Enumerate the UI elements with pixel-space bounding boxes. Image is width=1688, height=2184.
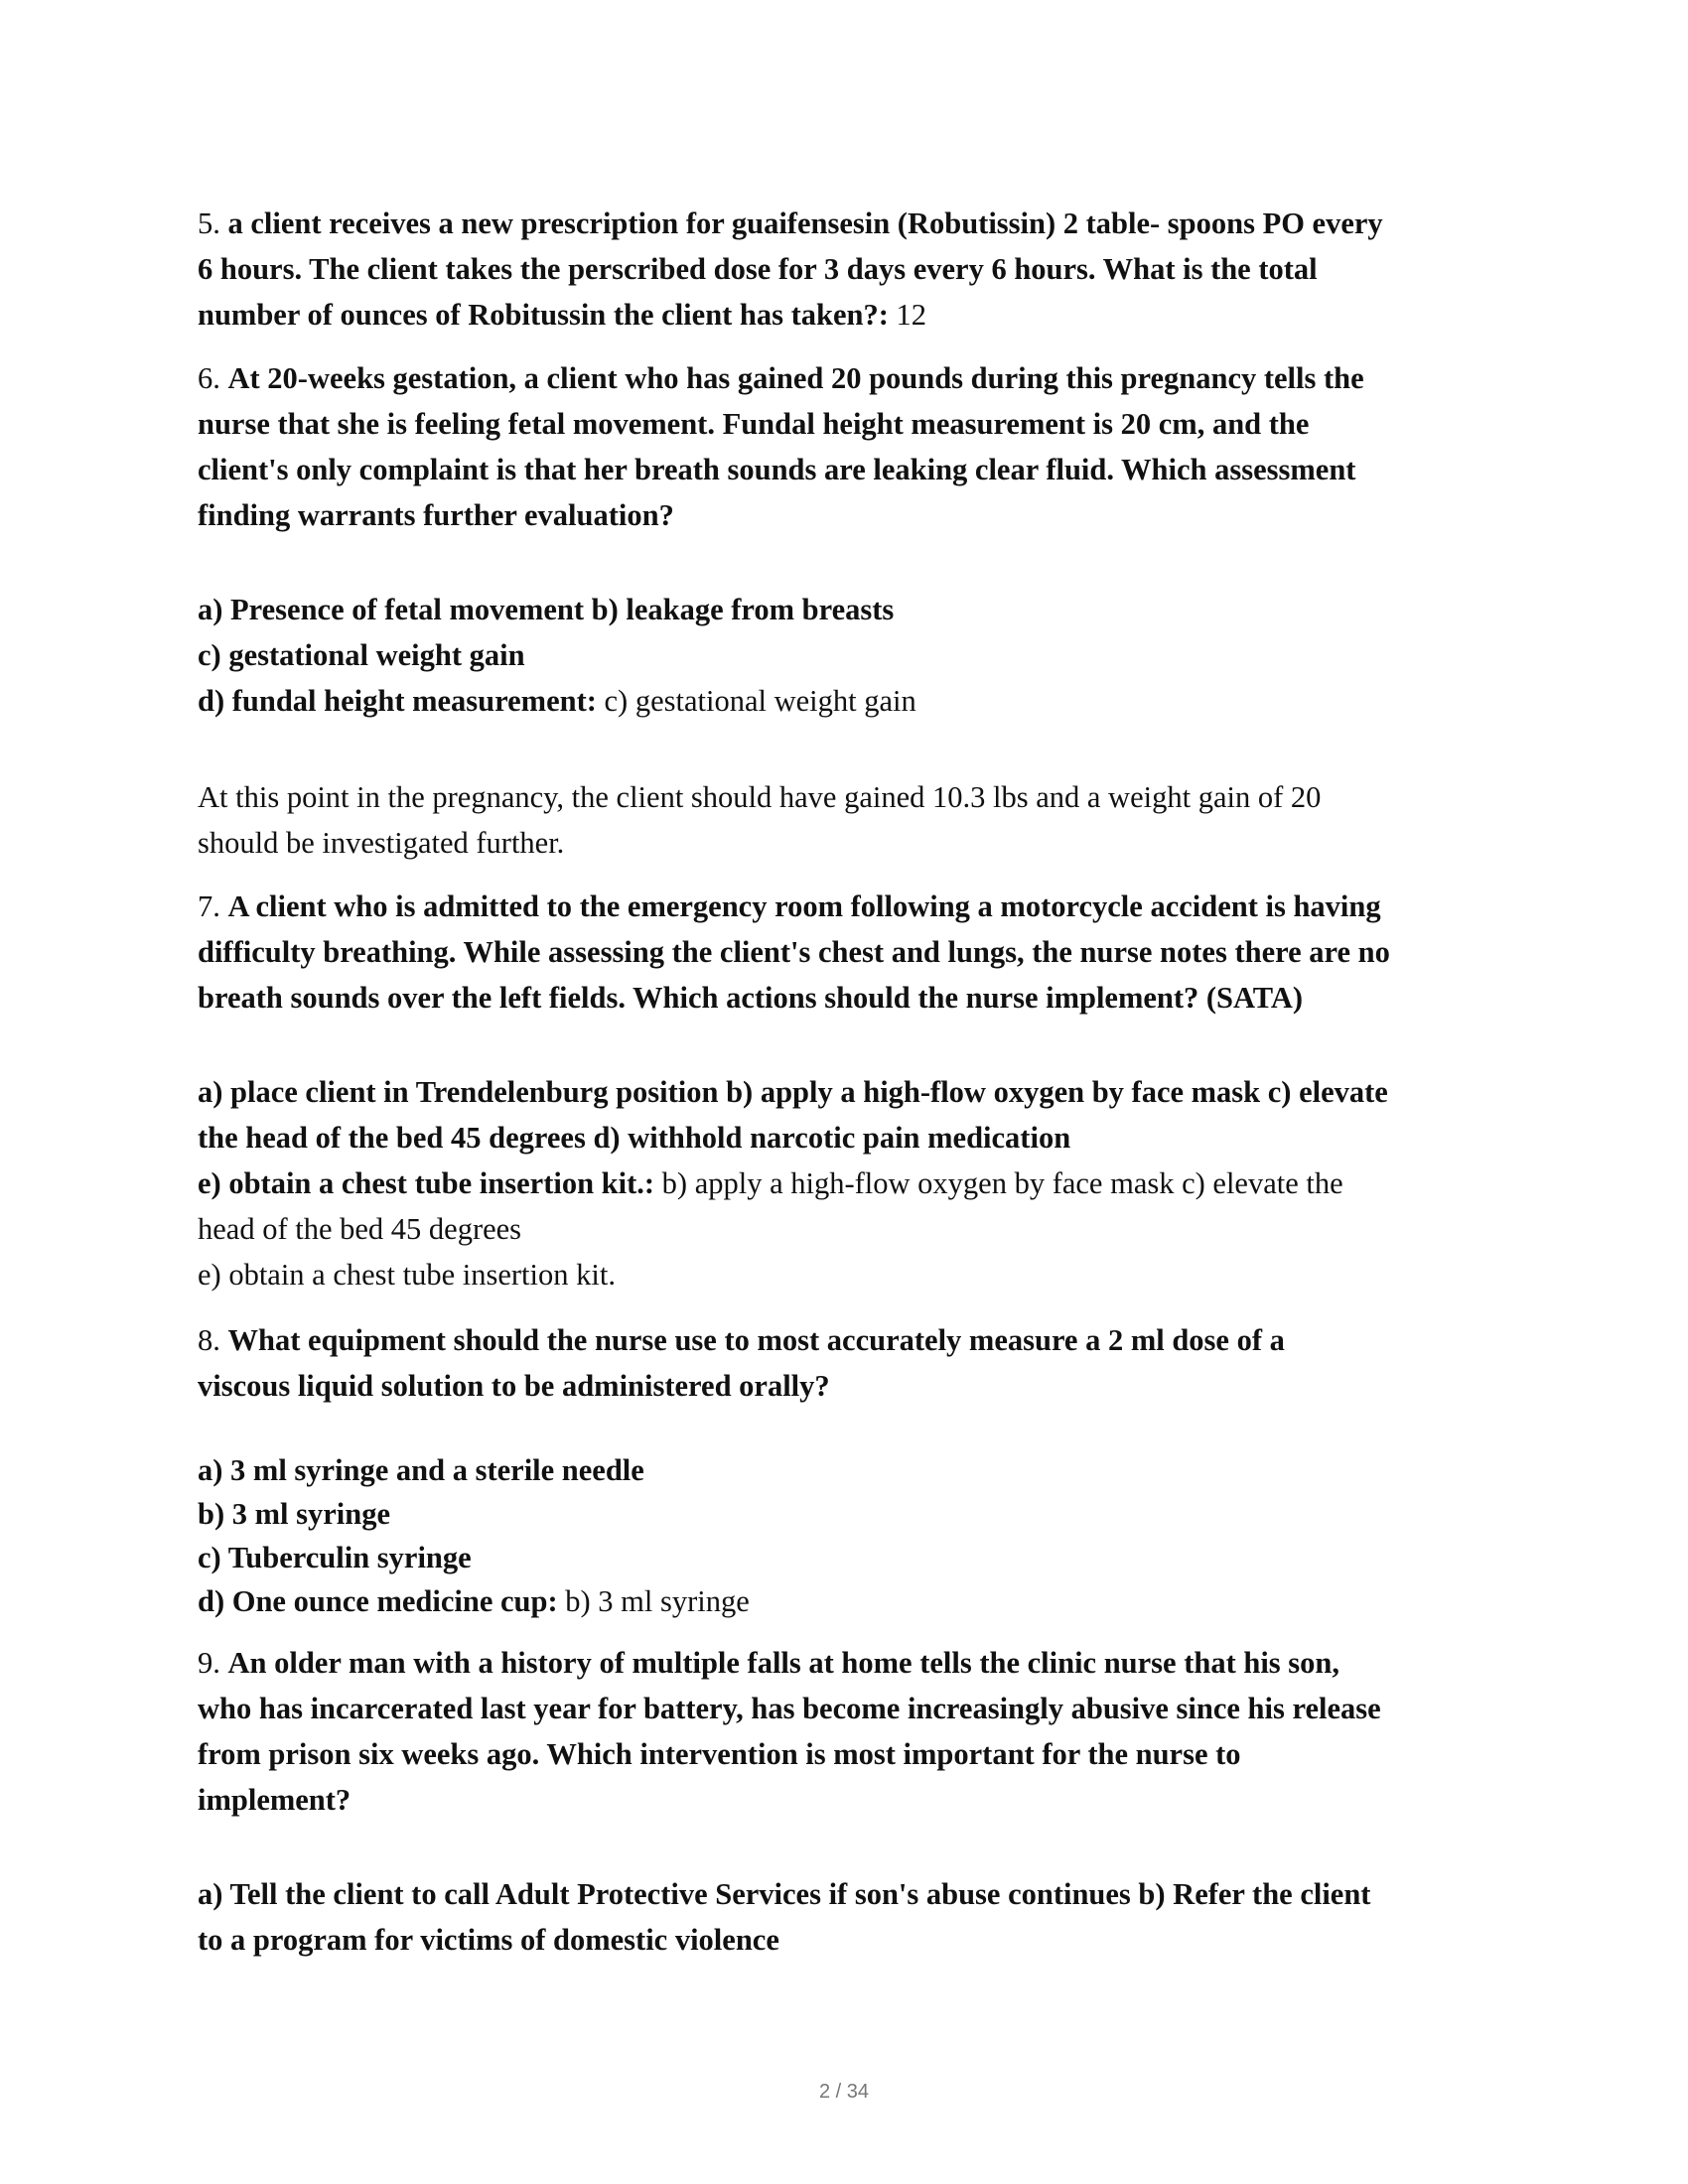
- answer-text: At this point in the pregnancy, the client should have gained 10.3 lbs and a weight gain of 20: [198, 780, 1322, 814]
- text-line: [198, 401, 1508, 447]
- question-7: [198, 884, 1508, 1021]
- text-line: [198, 632, 1508, 678]
- question-number: 8.: [198, 1323, 228, 1357]
- bold-text: nurse that she is feeling fetal movement. Fundal height measurement is 20 cm, and the: [198, 407, 1310, 441]
- bold-text: d) fundal height measurement:: [198, 684, 605, 718]
- text-line: [198, 1448, 1508, 1492]
- bold-text: An older man with a history of multiple falls at home tells the clinic nurse that his son,: [227, 1646, 1339, 1680]
- text-line: [198, 1579, 1508, 1623]
- bold-text: c) gestational weight gain: [198, 638, 525, 672]
- bold-text: 6 hours. The client takes the perscribed dose for 3 days every 6 hours. What is the total: [198, 252, 1318, 286]
- text-line: [198, 1252, 1508, 1297]
- answer-text: b) apply a high-flow oxygen by face mask c) elevate the: [661, 1166, 1343, 1200]
- bold-text: finding warrants further evaluation?: [198, 498, 674, 532]
- answer-text: c) gestational weight gain: [604, 684, 916, 718]
- question-number: 6.: [198, 361, 228, 395]
- text-line: [198, 292, 1508, 338]
- question-9: [198, 1640, 1508, 1823]
- bold-text: client's only complaint is that her breath sounds are leaking clear fluid. Which assessment: [198, 453, 1356, 486]
- question-7-options: [198, 1069, 1508, 1297]
- answer-text: e) obtain a chest tube insertion kit.: [198, 1258, 616, 1292]
- text-line: [198, 355, 1508, 401]
- bold-text: A client who is admitted to the emergency room following a motorcycle accident is having: [227, 889, 1381, 923]
- bold-text: breath sounds over the left fields. Which actions should the nurse implement? (SATA): [198, 981, 1304, 1015]
- text-line: [198, 1069, 1508, 1115]
- bold-text: viscous liquid solution to be administered orally?: [198, 1369, 830, 1403]
- text-line: [198, 492, 1508, 538]
- bold-text: a) 3 ml syringe and a sterile needle: [198, 1453, 644, 1487]
- bold-text: b) 3 ml syringe: [198, 1497, 391, 1531]
- question-8: [198, 1317, 1508, 1409]
- question-9-options: [198, 1871, 1508, 1963]
- bold-text: implement?: [198, 1783, 352, 1817]
- text-line: [198, 975, 1508, 1021]
- text-line: [198, 1777, 1508, 1823]
- bold-text: a) Presence of fetal movement b) leakage from breasts: [198, 593, 895, 626]
- text-line: [198, 1917, 1508, 1963]
- text-line: [198, 1317, 1508, 1363]
- answer-text: should be investigated further.: [198, 826, 565, 860]
- bold-text: a) Tell the client to call Adult Protective Services if son's abuse continues b) Refer the client: [198, 1877, 1371, 1911]
- text-line: [198, 1686, 1508, 1731]
- text-line: [198, 1640, 1508, 1686]
- text-line: [198, 201, 1508, 246]
- question-number: 9.: [198, 1646, 228, 1680]
- page-indicator: 2 / 34: [818, 2081, 870, 2103]
- bold-text: At 20-weeks gestation, a client who has gained 20 pounds during this pregnancy tells the: [227, 361, 1364, 395]
- text-line: [198, 246, 1508, 292]
- bold-text: What equipment should the nurse use to most accurately measure a 2 ml dose of a: [227, 1323, 1285, 1357]
- text-line: [198, 884, 1508, 929]
- bold-text: number of ounces of Robitussin the client has taken?:: [198, 298, 897, 332]
- text-line: [198, 1492, 1508, 1536]
- question-number: 5.: [198, 206, 228, 240]
- answer-text: b) 3 ml syringe: [565, 1584, 750, 1618]
- question-6-explanation: [198, 774, 1508, 866]
- bold-text: from prison six weeks ago. Which intervention is most important for the nurse to: [198, 1737, 1241, 1771]
- bold-text: a) place client in Trendelenburg position b) apply a high-flow oxygen by face mask c) elevate: [198, 1075, 1388, 1109]
- text-line: [198, 678, 1508, 724]
- question-5: [198, 201, 1508, 338]
- bold-text: d) One ounce medicine cup:: [198, 1584, 566, 1618]
- text-line: [198, 587, 1508, 632]
- text-line: [198, 1536, 1508, 1579]
- text-line: [198, 1363, 1508, 1409]
- text-line: [198, 929, 1508, 975]
- question-6-options: [198, 587, 1508, 724]
- text-line: [198, 774, 1508, 820]
- text-line: [198, 1871, 1508, 1917]
- bold-text: the head of the bed 45 degrees d) withhold narcotic pain medication: [198, 1121, 1071, 1155]
- text-line: [198, 1206, 1508, 1252]
- bold-text: who has incarcerated last year for battery, has become increasingly abusive since his release: [198, 1692, 1381, 1725]
- bold-text: a client receives a new prescription for guaifensesin (Robutissin) 2 table- spoons PO every: [227, 206, 1383, 240]
- question-6: [198, 355, 1508, 538]
- question-number: 7.: [198, 889, 228, 923]
- text-line: [198, 820, 1508, 866]
- text-line: [198, 1731, 1508, 1777]
- text-line: [198, 447, 1508, 492]
- bold-text: c) Tuberculin syringe: [198, 1541, 472, 1574]
- bold-text: to a program for victims of domestic violence: [198, 1923, 779, 1957]
- answer-text: head of the bed 45 degrees: [198, 1212, 522, 1246]
- question-8-options: [198, 1448, 1508, 1623]
- bold-text: e) obtain a chest tube insertion kit.:: [198, 1166, 662, 1200]
- answer-text: 12: [896, 298, 927, 332]
- bold-text: difficulty breathing. While assessing the client's chest and lungs, the nurse notes there are no: [198, 935, 1390, 969]
- text-line: [198, 1115, 1508, 1160]
- text-line: [198, 1160, 1508, 1206]
